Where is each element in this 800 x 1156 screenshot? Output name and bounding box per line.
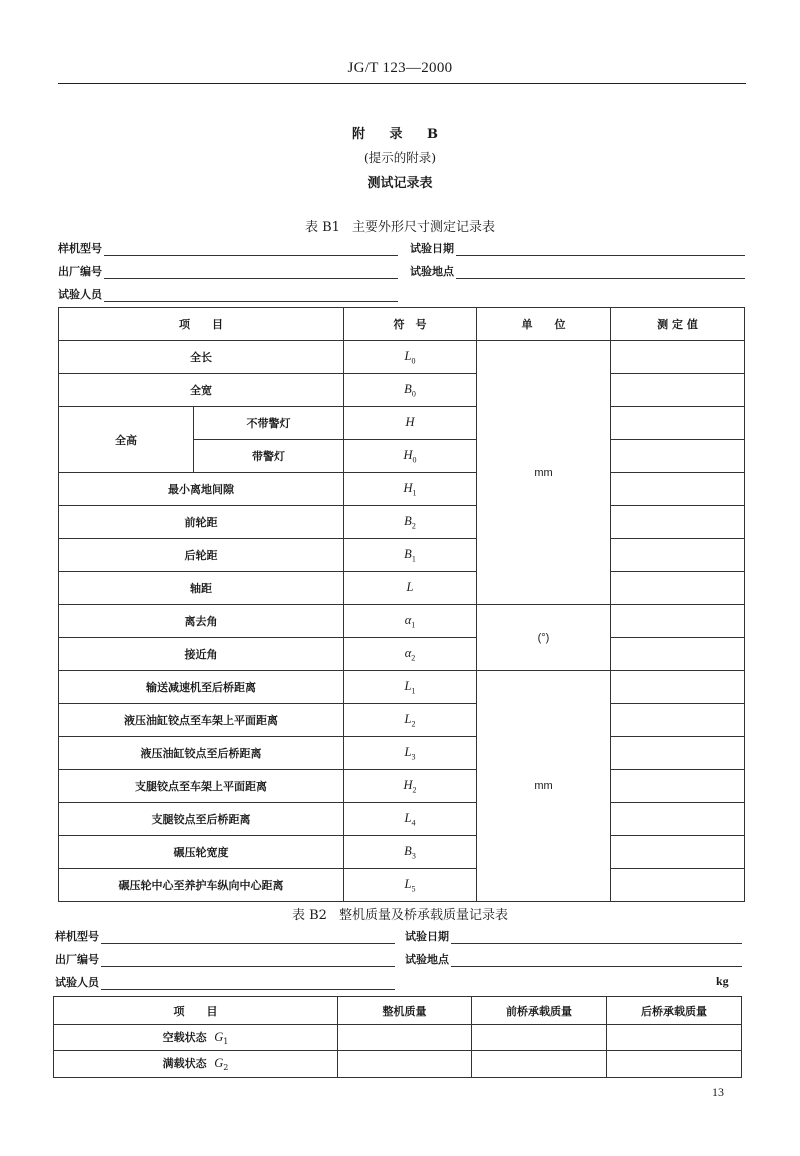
col-header-symbol: 符 号 xyxy=(344,308,477,341)
b2-sample-model-field[interactable] xyxy=(55,928,395,944)
row-symbol: L xyxy=(344,572,477,605)
b1-test-date-field[interactable] xyxy=(410,240,745,256)
row-item: 轴距 xyxy=(59,572,344,605)
b1-test-personnel-label: 试验人员 xyxy=(58,288,102,301)
measured-value-cell[interactable] xyxy=(611,770,745,803)
table-row xyxy=(59,572,745,605)
table-row xyxy=(59,506,745,539)
col-header-total-mass: 整机质量 xyxy=(338,997,472,1025)
row-item: 离去角 xyxy=(59,605,344,638)
b2-factory-number-label: 出厂编号 xyxy=(55,953,99,966)
row-symbol: $B_1$ xyxy=(344,539,477,572)
total-mass-cell[interactable] xyxy=(338,1025,472,1051)
col-header-front-axle-load: 前桥承载质量 xyxy=(472,997,607,1025)
b2-factory-number-line[interactable] xyxy=(101,955,395,967)
unit-mm-lower: mm xyxy=(477,671,611,902)
standard-code: JG/T 123—2000 xyxy=(347,60,453,76)
appendix-subtitle: (提示的附录) xyxy=(363,150,437,165)
appendix-title: 附 录 B xyxy=(351,127,449,142)
b2-test-date-field[interactable] xyxy=(405,928,742,944)
row-symbol: $H_2$ xyxy=(344,770,477,803)
measured-value-cell[interactable] xyxy=(611,473,745,506)
rear-axle-load-cell[interactable] xyxy=(607,1051,742,1078)
b1-test-location-line[interactable] xyxy=(456,267,745,279)
rear-axle-load-cell[interactable] xyxy=(607,1025,742,1051)
table-b2-caption xyxy=(0,904,800,923)
total-mass-cell[interactable] xyxy=(338,1051,472,1078)
row-symbol: H xyxy=(344,407,477,440)
row-item: 输送减速机至后桥距离 xyxy=(59,671,344,704)
b2-test-personnel-label: 试验人员 xyxy=(55,976,99,989)
front-axle-load-cell[interactable] xyxy=(472,1025,607,1051)
table-b1-number: 表 B1 xyxy=(305,220,340,235)
page-number: 13 xyxy=(712,1085,724,1099)
b2-test-location-label: 试验地点 xyxy=(405,953,449,966)
row-item: 接近角 xyxy=(59,638,344,671)
b2-test-personnel-field[interactable] xyxy=(55,974,395,990)
b1-test-location-field[interactable] xyxy=(410,263,745,279)
table-b1 xyxy=(58,307,745,902)
table-row xyxy=(59,770,745,803)
row-item: 碾压轮中心至养护车纵向中心距离 xyxy=(59,869,344,902)
row-symbol: $L_5$ xyxy=(344,869,477,902)
col-header-measured: 测 定 值 xyxy=(611,308,745,341)
table-b2-title: 整机质量及桥承载质量记录表 xyxy=(338,908,508,923)
measured-value-cell[interactable] xyxy=(611,572,745,605)
unit-kg-label: kg xyxy=(716,974,729,988)
measured-value-cell[interactable] xyxy=(611,638,745,671)
row-symbol: $B_2$ xyxy=(344,506,477,539)
row-item: 最小离地间隙 xyxy=(59,473,344,506)
unit-mm-upper: mm xyxy=(477,341,611,605)
header-rule xyxy=(58,83,746,84)
b1-factory-number-label: 出厂编号 xyxy=(58,265,102,278)
unit-degree: (°) xyxy=(477,605,611,671)
row-item: 全宽 xyxy=(59,374,344,407)
row-item: 全长 xyxy=(59,341,344,374)
measured-value-cell[interactable] xyxy=(611,407,745,440)
b2-test-personnel-line[interactable] xyxy=(101,978,395,990)
appendix-name: 测试记录表 xyxy=(367,176,433,191)
b2-test-location-field[interactable] xyxy=(405,951,742,967)
table-row xyxy=(54,1025,742,1051)
table-row xyxy=(59,803,745,836)
table-row xyxy=(54,1051,742,1078)
table-b2-header-row xyxy=(54,997,742,1025)
row-item: 后轮距 xyxy=(59,539,344,572)
row-symbol: $L_1$ xyxy=(344,671,477,704)
b2-factory-number-field[interactable] xyxy=(55,951,395,967)
row-item: 液压油缸铰点至车架上平面距离 xyxy=(59,704,344,737)
table-row xyxy=(59,671,745,704)
b1-factory-number-line[interactable] xyxy=(104,267,398,279)
measured-value-cell[interactable] xyxy=(611,341,745,374)
table-row xyxy=(59,539,745,572)
measured-value-cell[interactable] xyxy=(611,539,745,572)
row-symbol: $L_4$ xyxy=(344,803,477,836)
table-row xyxy=(59,341,745,374)
row-symbol: $\alpha_1$ xyxy=(344,605,477,638)
measured-value-cell[interactable] xyxy=(611,803,745,836)
table-row xyxy=(59,638,745,671)
measured-value-cell[interactable] xyxy=(611,869,745,902)
table-row xyxy=(59,869,745,902)
table-b1-header-row xyxy=(59,308,745,341)
col-header-item: 项 目 xyxy=(59,308,344,341)
table-row xyxy=(59,374,745,407)
b2-sample-model-line[interactable] xyxy=(101,932,395,944)
b1-test-personnel-field[interactable] xyxy=(58,286,398,302)
measured-value-cell[interactable] xyxy=(611,671,745,704)
table-row xyxy=(59,407,745,440)
table-b1-caption xyxy=(0,216,800,235)
table-row xyxy=(59,473,745,506)
b1-test-date-label: 试验日期 xyxy=(410,242,454,255)
b2-sample-model-label: 样机型号 xyxy=(55,930,99,943)
row-item: 支腿铰点至后桥距离 xyxy=(59,803,344,836)
b1-factory-number-field[interactable] xyxy=(58,263,398,279)
b1-sample-model-line[interactable] xyxy=(104,244,398,256)
col-header-rear-axle-load: 后桥承载质量 xyxy=(607,997,742,1025)
table-row xyxy=(59,605,745,638)
col-header-unit: 单 位 xyxy=(477,308,611,341)
measured-value-cell[interactable] xyxy=(611,704,745,737)
row-symbol: $L_0$ xyxy=(344,341,477,374)
row-item: 碾压轮宽度 xyxy=(59,836,344,869)
row-symbol: $\alpha_2$ xyxy=(344,638,477,671)
measured-value-cell[interactable] xyxy=(611,605,745,638)
b1-sample-model-label: 样机型号 xyxy=(58,242,102,255)
measured-value-cell[interactable] xyxy=(611,506,745,539)
row-item: 前轮距 xyxy=(59,506,344,539)
row-symbol: $B_3$ xyxy=(344,836,477,869)
b2-test-date-label: 试验日期 xyxy=(405,930,449,943)
table-row xyxy=(59,704,745,737)
row-symbol: $L_2$ xyxy=(344,704,477,737)
measured-value-cell[interactable] xyxy=(611,737,745,770)
b2-test-date-line[interactable] xyxy=(451,932,742,944)
row-item: 不带警灯 xyxy=(194,407,344,440)
b1-test-location-label: 试验地点 xyxy=(410,265,454,278)
b1-sample-model-field[interactable] xyxy=(58,240,398,256)
col-header-item: 项 目 xyxy=(54,997,338,1025)
table-row xyxy=(59,836,745,869)
row-item: 空载状态 $G_1$ xyxy=(54,1025,338,1051)
table-row xyxy=(59,737,745,770)
row-symbol: $L_3$ xyxy=(344,737,477,770)
row-item: 带警灯 xyxy=(194,440,344,473)
front-axle-load-cell[interactable] xyxy=(472,1051,607,1078)
table-b2 xyxy=(53,996,742,1078)
row-item: 满载状态 $G_2$ xyxy=(54,1051,338,1078)
row-item: 液压油缸铰点至后桥距离 xyxy=(59,737,344,770)
b1-test-date-line[interactable] xyxy=(456,244,745,256)
row-group-full-height: 全高 xyxy=(59,407,194,473)
b1-test-personnel-line[interactable] xyxy=(104,290,398,302)
measured-value-cell[interactable] xyxy=(611,836,745,869)
measured-value-cell[interactable] xyxy=(611,374,745,407)
table-b2-number: 表 B2 xyxy=(292,908,327,923)
row-symbol: $H_1$ xyxy=(344,473,477,506)
row-item: 支腿铰点至车架上平面距离 xyxy=(59,770,344,803)
b2-test-location-line[interactable] xyxy=(451,955,742,967)
row-symbol: $H_0$ xyxy=(344,440,477,473)
measured-value-cell[interactable] xyxy=(611,440,745,473)
table-b1-title: 主要外形尺寸测定记录表 xyxy=(351,220,495,235)
row-symbol: $B_0$ xyxy=(344,374,477,407)
